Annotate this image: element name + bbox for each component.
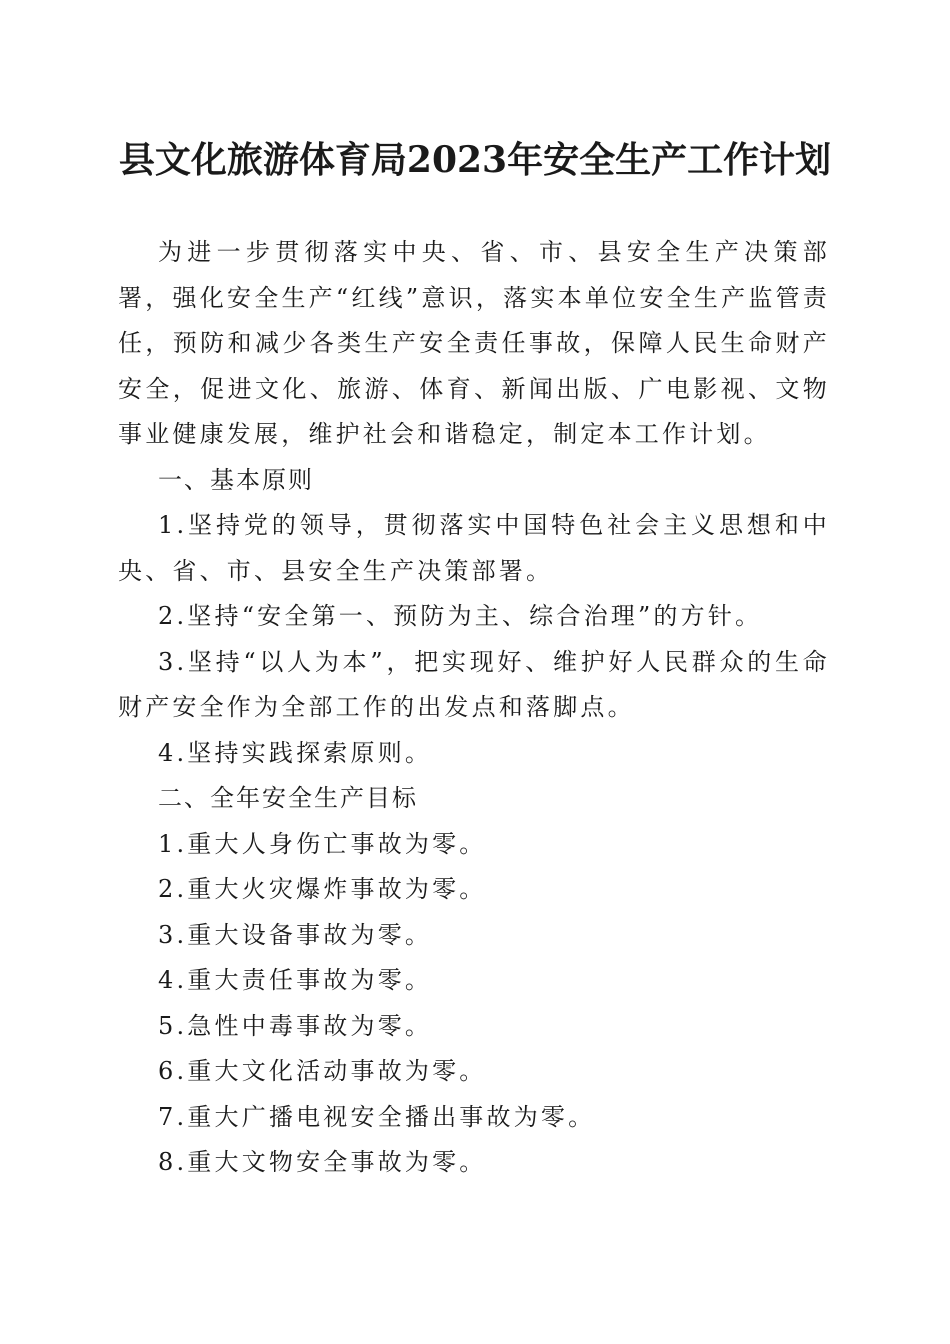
- section-basic-principles: [118, 458, 830, 777]
- list-item: 5.急性中毒事故为零。: [158, 1011, 433, 1040]
- list-item: 3.坚持“以人为本”，把实现好、维护好人民群众的生命财产安全作为全部工作的出发点和落脚点。: [118, 647, 830, 721]
- list-item: 1.重大人身伤亡事故为零。: [158, 829, 487, 858]
- list-item: 6.重大文化活动事故为零。: [158, 1057, 487, 1085]
- list-item: 2.坚持“安全第一、预防为主、综合治理”的方针。: [158, 602, 763, 630]
- list-item: 8.重大文物安全事故为零。: [158, 1148, 487, 1176]
- intro-paragraph: 为进一步贯彻落实中央、省、市、县安全生产决策部署，强化安全生产“红线”意识，落实本单位安全生产监管责任，预防和减少各类生产安全责任事故，保障人民生命财产安全，促进文化、旅游、体育、新闻出版、广电影视、文物事业健康发展，维护社会和谐稳定，制定本工作计划。: [118, 238, 830, 448]
- section-annual-targets: [118, 776, 830, 1186]
- list-item: 4.坚持实践探索原则。: [158, 738, 433, 767]
- list-item: 4.重大责任事故为零。: [158, 966, 433, 994]
- list-item: 3.重大设备事故为零。: [158, 920, 433, 949]
- section-heading: 一、基本原则: [158, 465, 314, 494]
- list-item: 2.重大火灾爆炸事故为零。: [158, 875, 487, 903]
- list-item: 1.坚持党的领导，贯彻落实中国特色社会主义思想和中央、省、市、县安全生产决策部署。: [118, 511, 830, 585]
- document-title: 县文化旅游体育局2023年安全生产工作计划: [118, 139, 832, 181]
- section-heading: 二、全年安全生产目标: [158, 784, 418, 812]
- list-item: 7.重大广播电视安全播出事故为零。: [158, 1102, 596, 1131]
- document-body: [118, 230, 830, 1186]
